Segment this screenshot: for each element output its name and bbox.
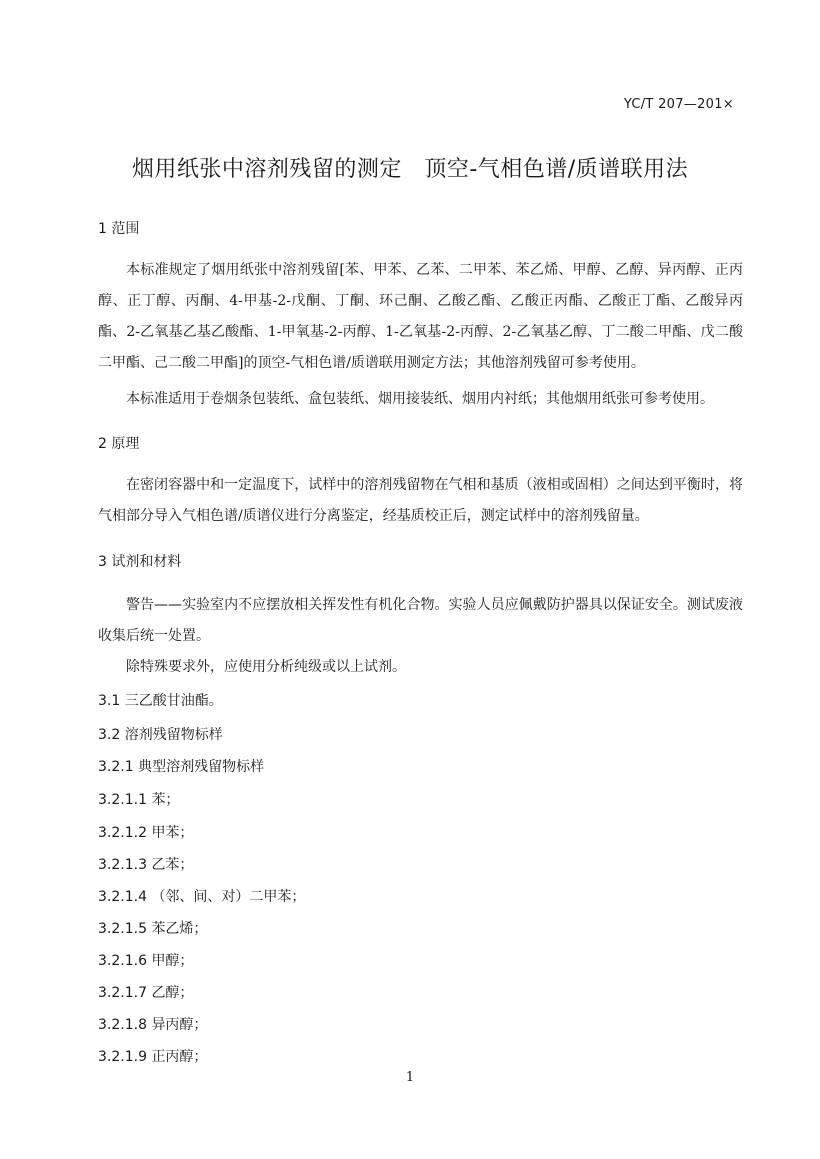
list-item: 3.2.1.5 苯乙烯； (98, 921, 208, 937)
safety-warning: 警告——实验室内不应摆放相关挥发性有机化合物。实验人员应佩戴防护器具以保证安全。测试废液收集后统一处置。 (98, 597, 743, 644)
section-2-paragraph-1: 在密闭容器中和一定温度下，试样中的溶剂残留物在气相和基质（液相或固相）之间达到平衡时，将气相部分导入气相色谱/质谱仪进行分离鉴定，经基质校正后，测定试样中的溶剂残留量。 (98, 477, 743, 524)
section-2-heading: 2 原理 (98, 436, 140, 452)
page-number: 1 (405, 1070, 415, 1085)
section-1-paragraph-2: 本标准适用于卷烟条包装纸、盒包装纸、烟用接装纸、烟用内衬纸；其他烟用纸张可参考使用。 (126, 391, 714, 407)
section-3-heading: 3 试剂和材料 (98, 554, 182, 570)
list-item: 3.2.1 典型溶剂残留物标样 (98, 759, 265, 775)
list-item: 3.1 三乙酸甘油酯。 (98, 693, 223, 709)
list-item: 3.2.1.9 正丙醇； (98, 1049, 208, 1065)
list-item: 3.2.1.3 乙苯； (98, 857, 194, 873)
list-item: 3.2 溶剂残留物标样 (98, 727, 223, 743)
list-item: 3.2.1.1 苯； (98, 792, 180, 808)
section-3-paragraph-1: 除特殊要求外，应使用分析纯级或以上试剂。 (126, 659, 406, 675)
list-item: 3.2.1.4 （邻、间、对）二甲苯； (98, 889, 306, 905)
list-item: 3.2.1.2 甲苯； (98, 825, 194, 841)
section-1-paragraph-1: 本标准规定了烟用纸张中溶剂残留[苯、甲苯、乙苯、二甲苯、苯乙烯、甲醇、乙醇、异丙醇、正丙醇、正丁醇、丙酮、4-甲基-2-戊酮、丁酮、环己酮、乙酸乙酯、乙酸正丙酯、乙酸正丁酯、乙酸异丙酯、2-乙氧基乙基乙酸酯、1-甲氧基-2-丙醇、1-乙氧基-2-丙醇、2-乙氧基乙醇、丁二酸二甲酯、戊二酸二甲酯、己二酸二甲酯]的顶空-气相色谱/质谱联用测定方法；其他溶剂残留可参考使用。 (98, 262, 743, 371)
document-title: 烟用纸张中溶剂残留的测定 顶空-气相色谱/质谱联用法 (131, 157, 689, 182)
list-item: 3.2.1.8 异丙醇； (98, 1017, 208, 1033)
list-item: 3.2.1.7 乙醇； (98, 985, 194, 1001)
section-1-heading: 1 范围 (98, 221, 140, 237)
list-item: 3.2.1.6 甲醇； (98, 953, 194, 969)
standard-code: YC/T 207—201× (623, 97, 734, 112)
